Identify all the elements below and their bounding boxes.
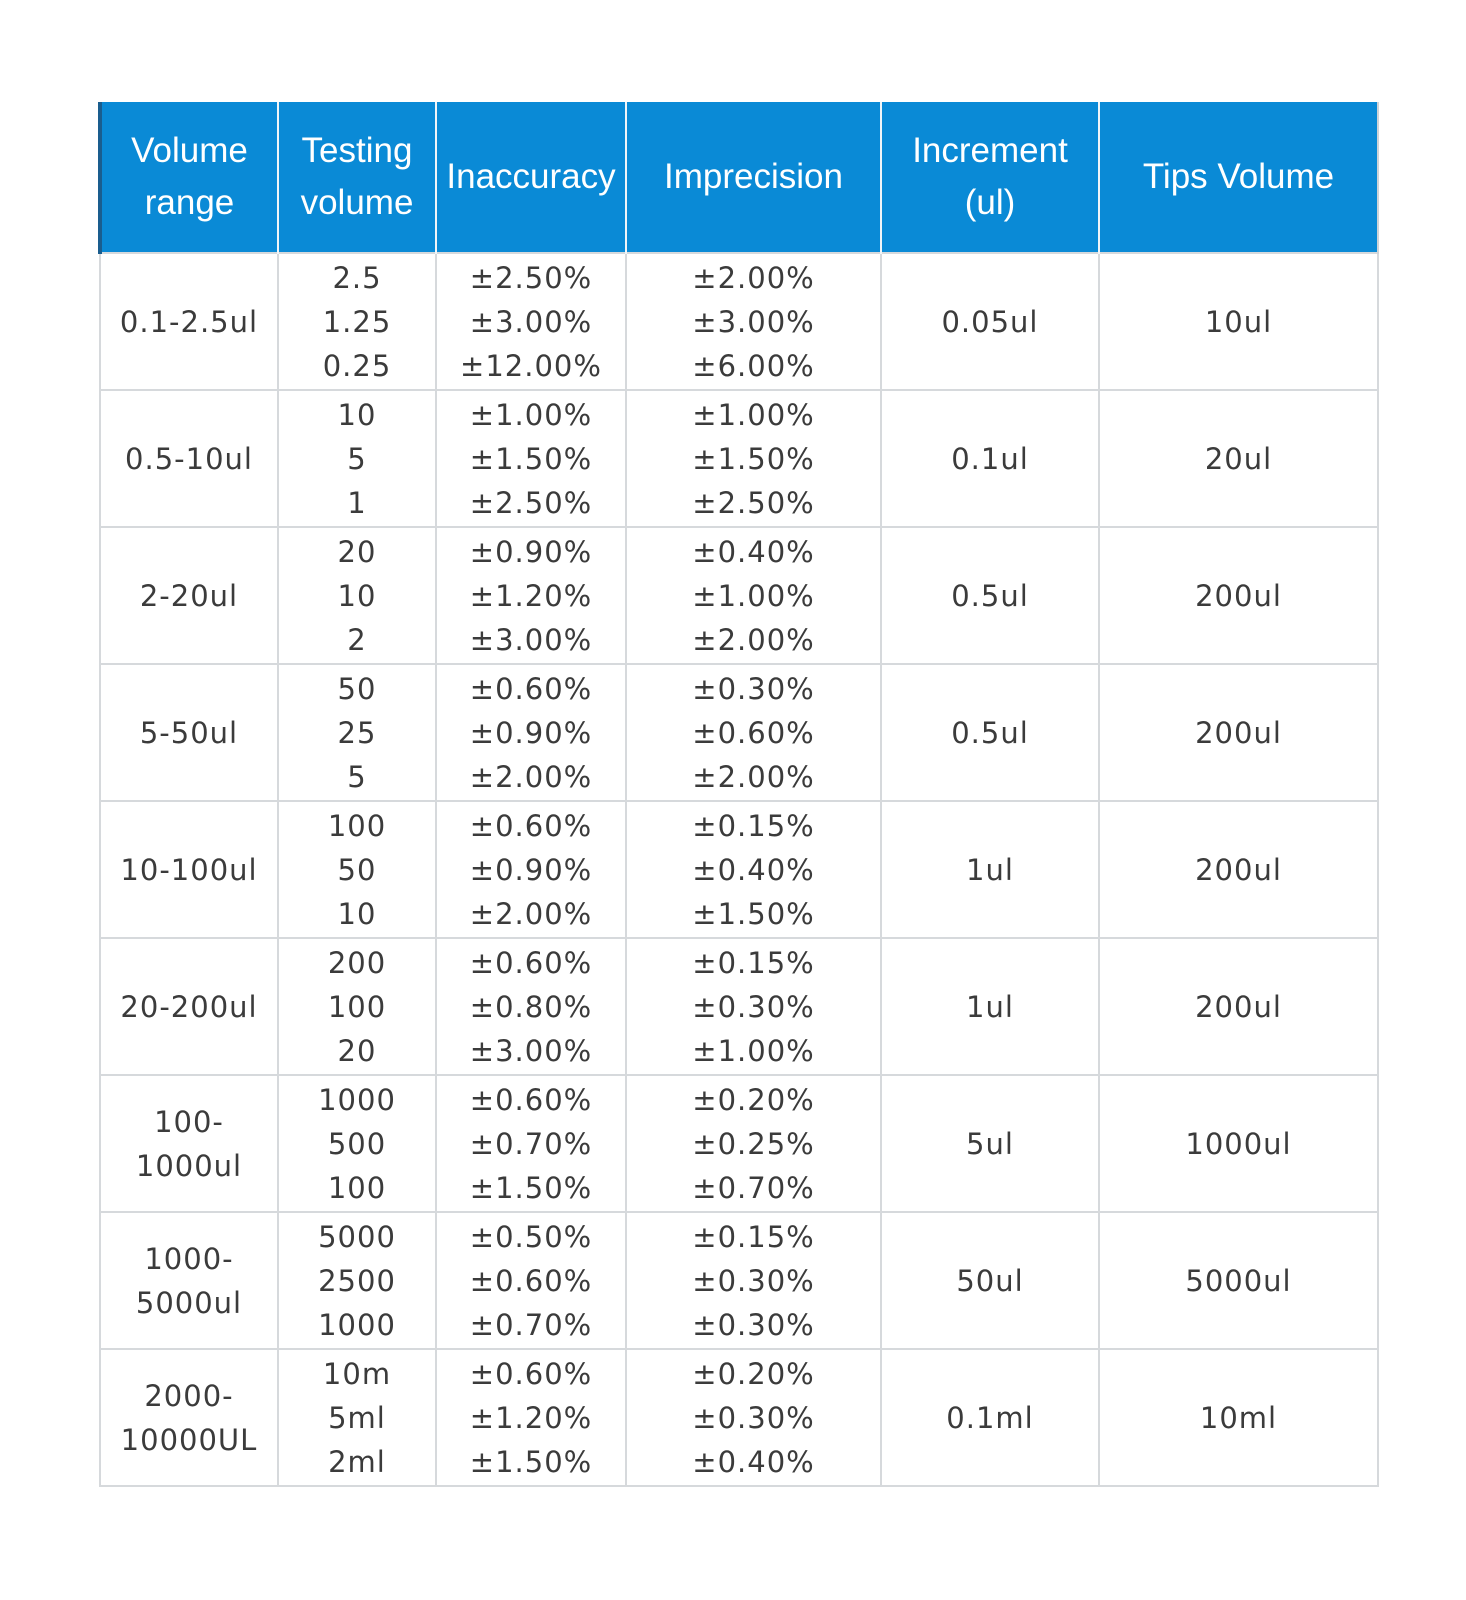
increment-cell: 0.1ml [881, 1349, 1099, 1486]
inaccuracy-cell [436, 527, 626, 664]
header-volume-range [100, 102, 278, 253]
imprecision-value: ±0.40% [692, 534, 815, 569]
testing-volume-cell [278, 390, 436, 527]
imprecision-value: ±2.00% [692, 260, 815, 295]
testing-volume-value: 0.25 [322, 348, 392, 383]
inaccuracy-value: ±2.00% [469, 759, 593, 794]
testing-volume-value: 10 [337, 397, 377, 432]
inaccuracy-value: ±2.50% [469, 485, 593, 520]
increment-cell: 0.5ul [881, 664, 1099, 801]
inaccuracy-cell [436, 938, 626, 1075]
imprecision-value: ±0.15% [692, 808, 815, 843]
header-inaccuracy [436, 102, 626, 253]
imprecision-value: ±1.50% [692, 896, 815, 931]
testing-volume-value: 10 [337, 896, 377, 931]
testing-volume-value: 2.5 [332, 260, 382, 295]
testing-volume-cell [278, 801, 436, 938]
imprecision-value: ±0.30% [692, 1263, 815, 1298]
volume-range-cell [100, 1075, 278, 1212]
imprecision-cell [626, 938, 881, 1075]
imprecision-cell [626, 390, 881, 527]
increment-cell: 5ul [881, 1075, 1099, 1212]
testing-volume-value: 5000 [318, 1219, 396, 1254]
volume-range-line: 10000UL [120, 1422, 258, 1457]
testing-volume-value: 50 [337, 671, 377, 706]
inaccuracy-value: ±1.50% [469, 1170, 593, 1205]
volume-range-cell [100, 1212, 278, 1349]
imprecision-cell [626, 801, 881, 938]
inaccuracy-value: ±0.60% [469, 1356, 593, 1391]
imprecision-cell [626, 1349, 881, 1486]
tips-volume-cell: 200ul [1099, 938, 1378, 1075]
tips-volume-cell: 200ul [1099, 664, 1378, 801]
increment-cell: 1ul [881, 801, 1099, 938]
table-body [100, 253, 1378, 1486]
inaccuracy-cell [436, 1212, 626, 1349]
inaccuracy-value: ±0.50% [469, 1219, 593, 1254]
header-label-line: Testing [301, 131, 413, 170]
testing-volume-value: 5 [347, 759, 367, 794]
volume-range-line: 2000- [144, 1378, 234, 1413]
increment-cell: 50ul [881, 1212, 1099, 1349]
tips-volume-cell: 10ml [1099, 1349, 1378, 1486]
imprecision-value: ±0.40% [692, 852, 815, 887]
testing-volume-value: 2ml [328, 1444, 386, 1479]
inaccuracy-cell [436, 1075, 626, 1212]
testing-volume-cell [278, 664, 436, 801]
table-row [100, 1075, 1378, 1212]
imprecision-value: ±0.15% [692, 945, 815, 980]
header-label-line: Increment [912, 131, 1068, 170]
testing-volume-value: 10m [322, 1356, 392, 1391]
imprecision-value: ±0.20% [692, 1082, 815, 1117]
increment-cell: 0.5ul [881, 527, 1099, 664]
volume-range-cell [100, 390, 278, 527]
inaccuracy-cell [436, 664, 626, 801]
header-label-line: (ul) [964, 183, 1016, 222]
header-label-line: volume [300, 183, 414, 222]
imprecision-value: ±0.15% [692, 1219, 815, 1254]
testing-volume-value: 20 [337, 1033, 377, 1068]
testing-volume-value: 2 [347, 622, 367, 657]
inaccuracy-value: ±1.20% [469, 1400, 593, 1435]
testing-volume-value: 1 [347, 485, 367, 520]
inaccuracy-value: ±1.20% [469, 578, 593, 613]
header-label-line: Imprecision [664, 157, 843, 196]
imprecision-value: ±0.30% [692, 671, 815, 706]
imprecision-value: ±1.00% [692, 578, 815, 613]
table-row [100, 1212, 1378, 1349]
volume-range-line: 5000ul [135, 1285, 243, 1320]
table-header [100, 102, 1378, 253]
testing-volume-value: 100 [327, 989, 387, 1024]
increment-cell: 1ul [881, 938, 1099, 1075]
header-label-line: Inaccuracy [446, 157, 616, 196]
volume-range-line: 1000- [144, 1241, 234, 1276]
tips-volume-cell: 200ul [1099, 801, 1378, 938]
inaccuracy-value: ±3.00% [469, 304, 593, 339]
header-testing-volume [278, 102, 436, 253]
imprecision-value: ±2.00% [692, 759, 815, 794]
volume-range-cell [100, 938, 278, 1075]
volume-range-line: 5-50ul [139, 715, 239, 750]
imprecision-cell [626, 664, 881, 801]
volume-range-line: 10-100ul [120, 852, 258, 887]
volume-range-cell [100, 1349, 278, 1486]
header-label-line: range [144, 183, 235, 222]
testing-volume-cell [278, 1349, 436, 1486]
inaccuracy-cell [436, 801, 626, 938]
imprecision-value: ±0.30% [692, 989, 815, 1024]
testing-volume-value: 50 [337, 852, 377, 887]
imprecision-cell [626, 1212, 881, 1349]
inaccuracy-cell [436, 1349, 626, 1486]
testing-volume-cell [278, 527, 436, 664]
tips-volume-cell: 10ul [1099, 253, 1378, 390]
testing-volume-cell [278, 253, 436, 390]
inaccuracy-cell [436, 390, 626, 527]
inaccuracy-value: ±0.60% [469, 808, 593, 843]
testing-volume-value: 20 [337, 534, 377, 569]
tips-volume-cell: 20ul [1099, 390, 1378, 527]
volume-range-cell [100, 801, 278, 938]
testing-volume-value: 5 [347, 441, 367, 476]
volume-range-line: 1000ul [135, 1148, 243, 1183]
imprecision-value: ±3.00% [692, 304, 815, 339]
testing-volume-value: 1.25 [322, 304, 392, 339]
testing-volume-value: 1000 [318, 1082, 396, 1117]
testing-volume-value: 5ml [328, 1400, 386, 1435]
increment-cell: 0.05ul [881, 253, 1099, 390]
inaccuracy-value: ±0.60% [469, 1263, 593, 1298]
inaccuracy-value: ±0.80% [469, 989, 593, 1024]
imprecision-value: ±2.00% [692, 622, 815, 657]
inaccuracy-value: ±0.60% [469, 1082, 593, 1117]
table-row [100, 938, 1378, 1075]
inaccuracy-value: ±0.90% [469, 534, 593, 569]
imprecision-cell [626, 527, 881, 664]
testing-volume-cell [278, 938, 436, 1075]
testing-volume-value: 1000 [318, 1307, 396, 1342]
inaccuracy-value: ±0.90% [469, 852, 593, 887]
imprecision-value: ±0.25% [692, 1126, 815, 1161]
imprecision-cell [626, 1075, 881, 1212]
header-label-line: Tips Volume [1142, 157, 1335, 196]
testing-volume-value: 10 [337, 578, 377, 613]
inaccuracy-value: ±12.00% [460, 348, 602, 383]
imprecision-cell [626, 253, 881, 390]
increment-cell: 0.1ul [881, 390, 1099, 527]
imprecision-value: ±0.60% [692, 715, 815, 750]
testing-volume-cell [278, 1212, 436, 1349]
inaccuracy-value: ±0.70% [469, 1126, 593, 1161]
volume-range-line: 100- [154, 1104, 224, 1139]
header-tips-volume [1099, 102, 1378, 253]
testing-volume-value: 100 [327, 1170, 387, 1205]
testing-volume-cell [278, 1075, 436, 1212]
table-row [100, 253, 1378, 390]
inaccuracy-value: ±2.50% [469, 260, 593, 295]
inaccuracy-value: ±1.50% [469, 1444, 593, 1479]
imprecision-value: ±0.70% [692, 1170, 815, 1205]
volume-range-line: 20-200ul [120, 989, 258, 1024]
volume-range-cell [100, 253, 278, 390]
inaccuracy-value: ±0.60% [469, 671, 593, 706]
imprecision-value: ±1.50% [692, 441, 815, 476]
inaccuracy-value: ±1.50% [469, 441, 593, 476]
tips-volume-cell: 5000ul [1099, 1212, 1378, 1349]
imprecision-value: ±0.40% [692, 1444, 815, 1479]
testing-volume-value: 200 [327, 945, 387, 980]
table-row [100, 1349, 1378, 1486]
tips-volume-cell: 1000ul [1099, 1075, 1378, 1212]
testing-volume-value: 100 [327, 808, 387, 843]
inaccuracy-value: ±2.00% [469, 896, 593, 931]
pipette-spec-table [98, 102, 1379, 1487]
imprecision-value: ±0.20% [692, 1356, 815, 1391]
table-row [100, 664, 1378, 801]
inaccuracy-value: ±0.60% [469, 945, 593, 980]
inaccuracy-value: ±1.00% [469, 397, 593, 432]
testing-volume-value: 500 [327, 1126, 387, 1161]
header-increment [881, 102, 1099, 253]
imprecision-value: ±2.50% [692, 485, 815, 520]
table-row [100, 390, 1378, 527]
volume-range-line: 2-20ul [139, 578, 239, 613]
table-row [100, 527, 1378, 664]
inaccuracy-cell [436, 253, 626, 390]
header-row [100, 102, 1378, 253]
imprecision-value: ±0.30% [692, 1307, 815, 1342]
volume-range-cell [100, 664, 278, 801]
volume-range-cell [100, 527, 278, 664]
imprecision-value: ±1.00% [692, 397, 815, 432]
volume-range-line: 0.1-2.5ul [119, 304, 259, 339]
imprecision-value: ±1.00% [692, 1033, 815, 1068]
imprecision-value: ±6.00% [692, 348, 815, 383]
header-imprecision [626, 102, 881, 253]
testing-volume-value: 25 [337, 715, 377, 750]
inaccuracy-value: ±0.90% [469, 715, 593, 750]
volume-range-line: 0.5-10ul [125, 441, 253, 476]
testing-volume-value: 2500 [318, 1263, 396, 1298]
header-label-line: Volume [131, 131, 248, 170]
inaccuracy-value: ±0.70% [469, 1307, 593, 1342]
imprecision-value: ±0.30% [692, 1400, 815, 1435]
table-row [100, 801, 1378, 938]
inaccuracy-value: ±3.00% [469, 622, 593, 657]
inaccuracy-value: ±3.00% [469, 1033, 593, 1068]
tips-volume-cell: 200ul [1099, 527, 1378, 664]
